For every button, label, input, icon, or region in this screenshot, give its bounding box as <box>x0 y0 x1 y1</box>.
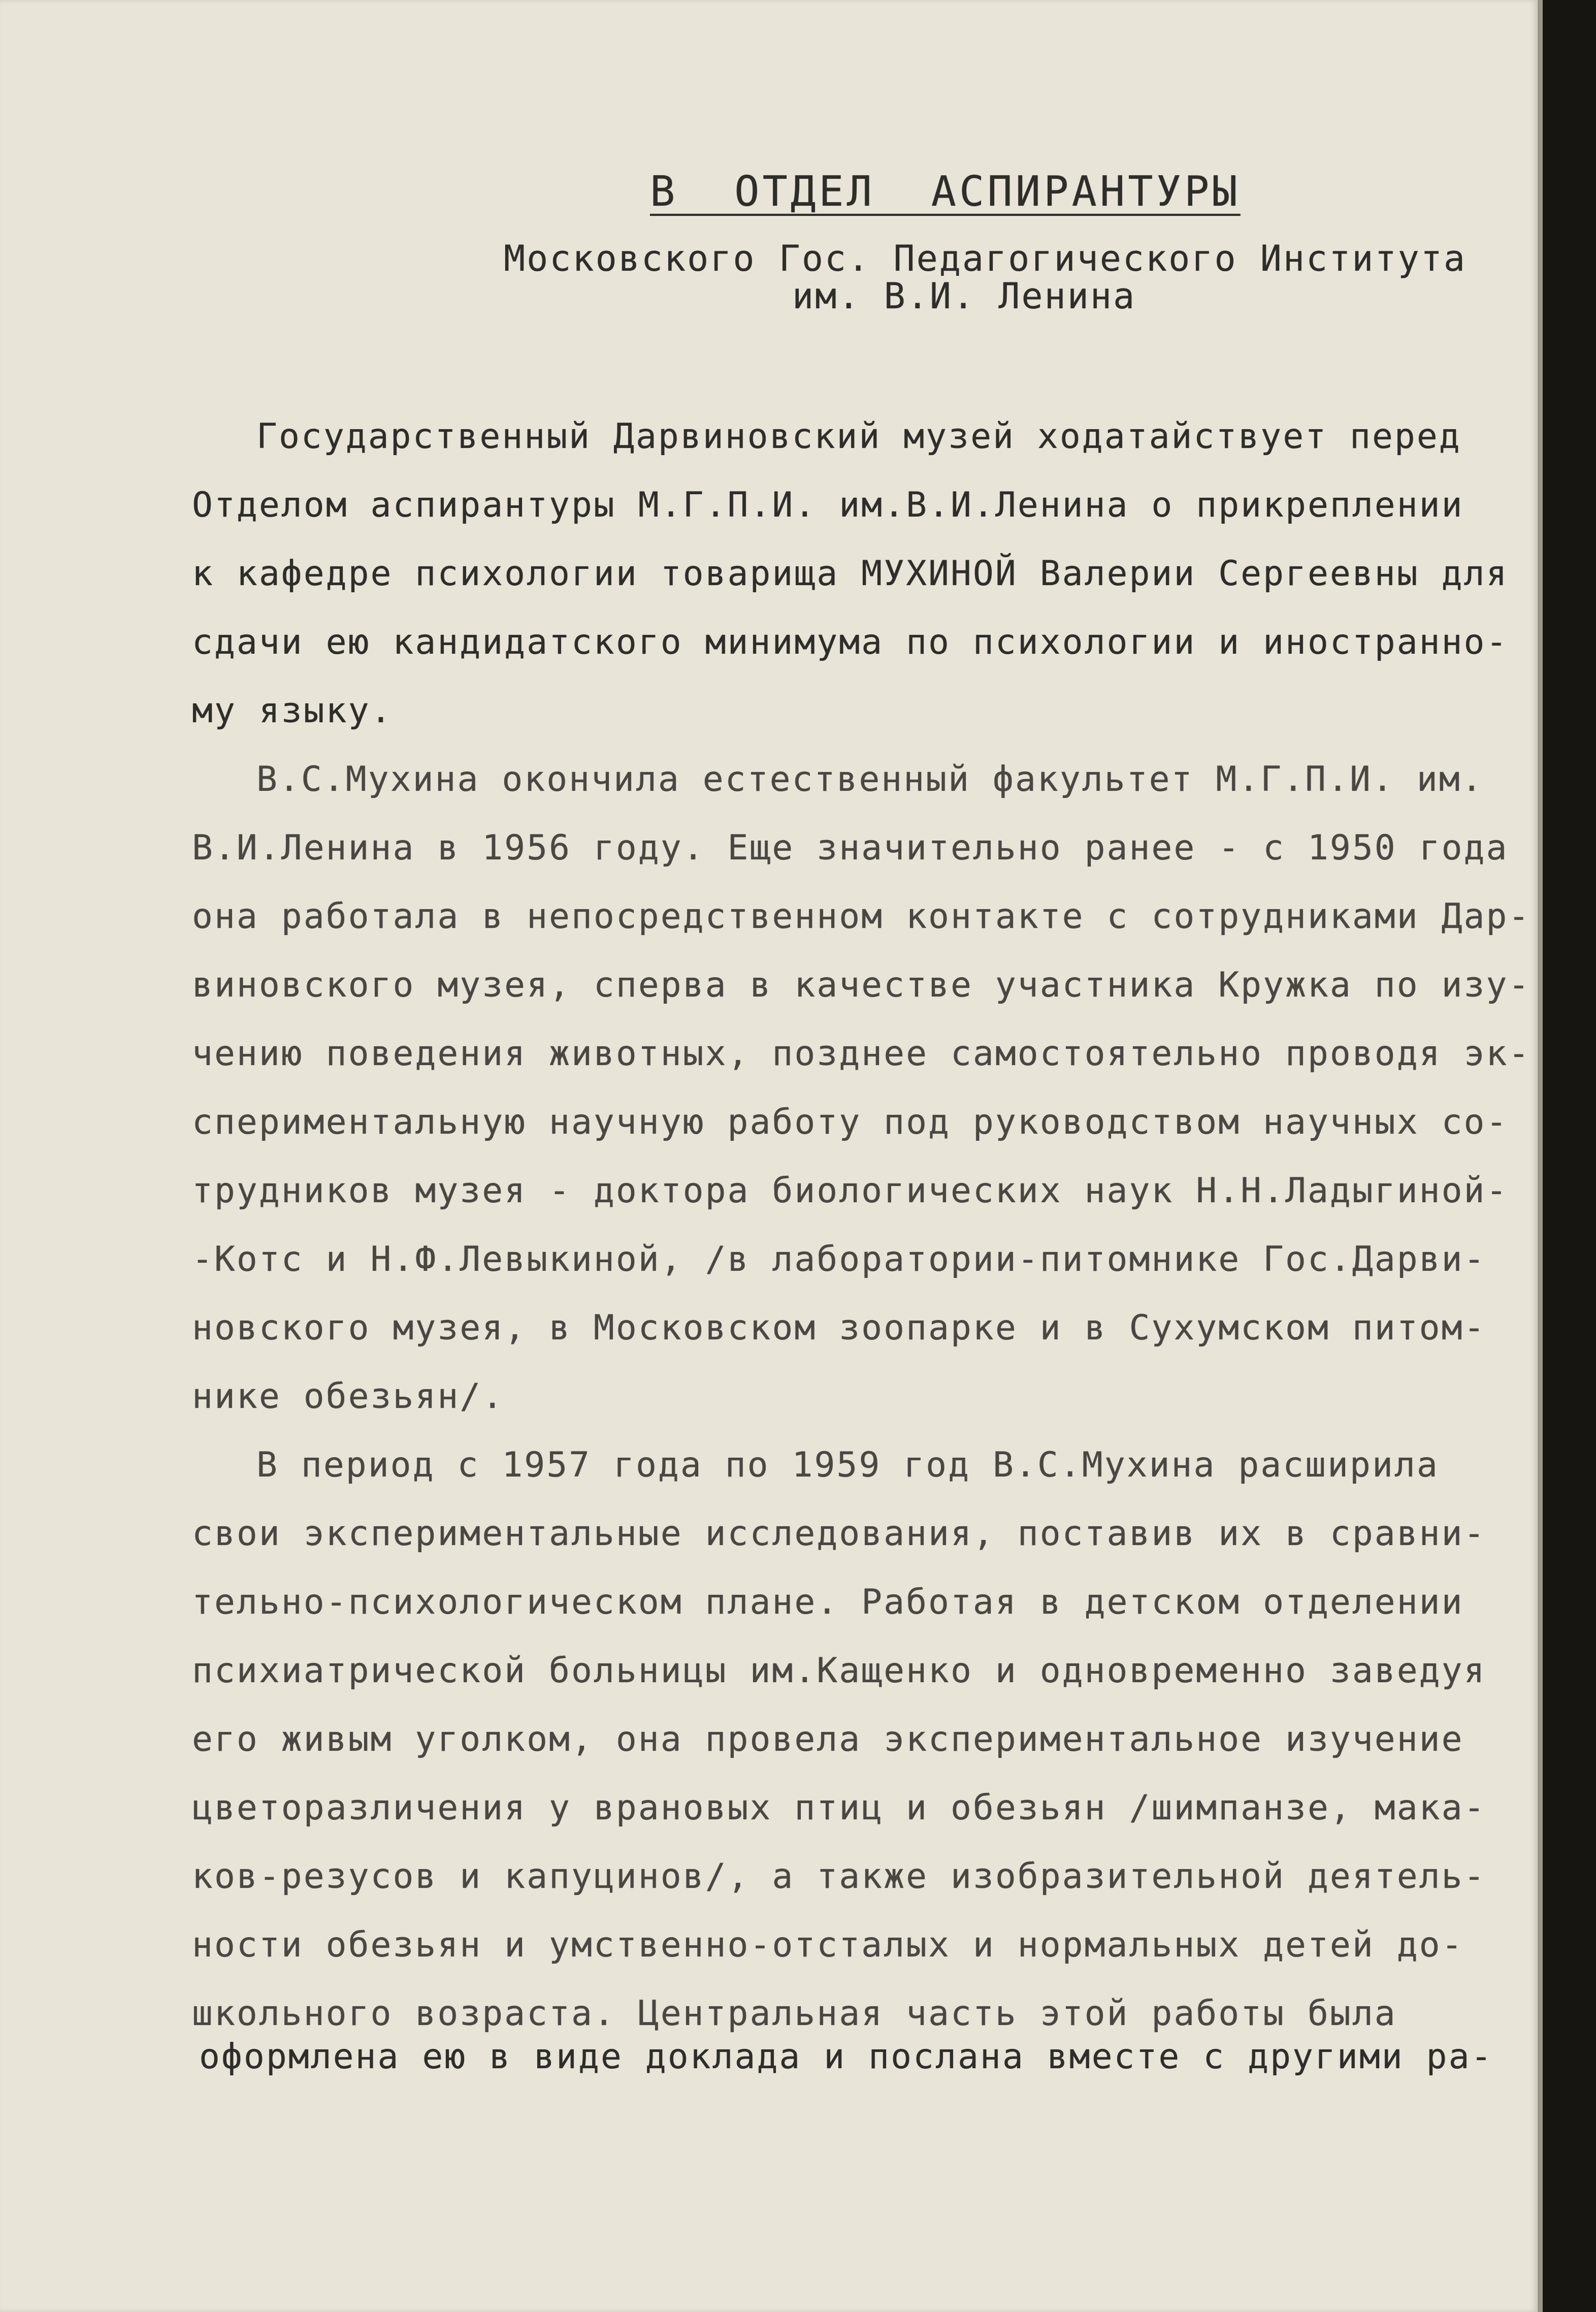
text-line: новского музея, в Московском зоопарке и в Сухумском питом- <box>192 1308 1486 1348</box>
document-heading: В ОТДЕЛ АСПИРАНТУРЫ <box>650 168 1241 216</box>
text-line: -Котс и Н.Ф.Левыкиной, /в лаборатории-питомнике Гос.Дарви- <box>192 1239 1486 1279</box>
text-line: му языку. <box>192 691 393 731</box>
text-line: его живым уголком, она провела экспериментальное изучение <box>192 1719 1464 1759</box>
document-subheading-name: им. В.И. Ленина <box>792 275 1136 317</box>
text-line: чению поведения животных, позднее самостоятельно проводя эк- <box>192 1034 1531 1074</box>
text-line: свои экспериментальные исследования, поставив их в сравни- <box>192 1514 1486 1554</box>
text-line: оформлена ею в виде доклада и послана вместе с другими ра- <box>199 2037 1493 2077</box>
text-line: Отделом аспирантуры М.Г.П.И. им.В.И.Ленина о прикреплении <box>192 485 1464 525</box>
text-line: трудников музея - доктора биологических наук Н.Н.Ладыгиной- <box>192 1171 1509 1211</box>
text-line: к кафедре психологии товарища МУХИНОЙ Валерии Сергеевны для <box>192 554 1509 594</box>
text-line: ков-резусов и капуцинов/, а также изобразительной деятель- <box>192 1856 1486 1897</box>
text-line: спериментальную научную работу под руководством научных со- <box>192 1102 1509 1142</box>
archive-stamp-mark <box>1203 2123 1488 2184</box>
document-subheading-institute: Московского Гос. Педагогического Института <box>504 238 1467 279</box>
text-line: цветоразличения у врановых птиц и обезьян /шимпанзе, мака- <box>192 1788 1486 1828</box>
text-line: виновского музея, сперва в качестве участника Кружка по изу- <box>192 965 1531 1005</box>
text-line: сдачи ею кандидатского минимума по психологии и иностранно- <box>192 622 1509 662</box>
text-line: психиатрической больницы им.Кащенко и одновременно заведуя <box>192 1651 1486 1691</box>
text-line: она работала в непосредственном контакте с сотрудниками Дар- <box>192 896 1531 937</box>
paper-edge <box>1538 0 1543 2312</box>
text-line: В.С.Мухина окончила естественный факультет М.Г.П.И. им. <box>256 759 1484 799</box>
text-line: тельно-психологическом плане. Работая в детском отделении <box>192 1582 1464 1622</box>
text-line: нике обезьян/. <box>192 1376 505 1417</box>
text-line: Государственный Дарвиновский музей ходатайствует перед <box>256 416 1461 457</box>
text-line: ности обезьян и умственно-отсталых и нормальных детей до- <box>192 1925 1464 1965</box>
text-line: школьного возраста. Центральная часть этой работы была <box>192 1994 1397 2034</box>
text-line: В период с 1957 года по 1959 год В.С.Мухина расширила <box>256 1445 1439 1485</box>
text-line: В.И.Ленина в 1956 году. Еще значительно ранее - с 1950 года <box>192 828 1509 868</box>
